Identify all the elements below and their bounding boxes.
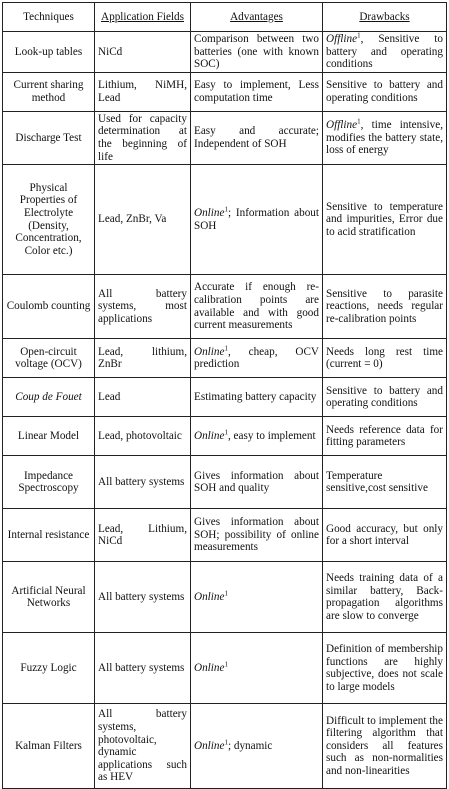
table-row — [3, 165, 447, 275]
table-row — [3, 417, 447, 456]
drawbacks-text: Difficult to implement the filtering algorithm that considers all features such as non-normalities and non-linearities — [326, 714, 443, 778]
table-row — [3, 275, 447, 339]
cell-technique — [3, 562, 95, 633]
cell-application — [95, 378, 191, 417]
table-row — [3, 509, 447, 562]
application-text: Lead — [98, 390, 121, 403]
advantages-footnote-mark: 1 — [224, 660, 228, 669]
drawbacks-text: Good accuracy, but only for a short interval — [326, 522, 443, 548]
advantages-footnote-mark: 1 — [224, 205, 228, 214]
drawbacks-text: Needs reference data for fitting parameters — [326, 423, 443, 449]
advantages-text: Gives information about SOH and quality — [194, 469, 319, 495]
cell-technique — [3, 275, 95, 339]
cell-advantages — [191, 417, 323, 456]
cell-application — [95, 339, 191, 378]
drawbacks-text: Needs training data of a similar battery, Back-propagation algorithms are slow to converge — [326, 571, 443, 622]
table-row — [3, 72, 447, 111]
cell-application — [95, 72, 191, 111]
table-row — [3, 378, 447, 417]
advantages-online-label: Online — [194, 661, 225, 674]
advantages-text: Gives information about SOH; possibility of online measurements — [194, 516, 319, 554]
table-row — [3, 562, 447, 633]
advantages-footnote-mark: 1 — [224, 428, 228, 437]
technique-text: Look-up tables — [14, 45, 83, 58]
technique-text: Physical Properties of Electrolyte (Density, Concentration, Color etc.) — [15, 181, 82, 257]
advantages-online-label: Online — [194, 590, 225, 603]
technique-text: Artificial Neural Networks — [11, 584, 86, 610]
technique-text: Current sharing method — [13, 79, 84, 104]
header-row — [3, 3, 447, 32]
drawbacks-text: , Sensitive to battery and operating conditions — [326, 33, 443, 71]
cell-technique — [3, 704, 95, 789]
drawbacks-text: Sensitive to parasite reactions, needs regular re-calibration points — [326, 287, 443, 325]
advantages-online-label: Online — [194, 345, 225, 358]
cell-advantages — [191, 165, 323, 275]
cell-advantages — [191, 562, 323, 633]
cell-drawbacks — [323, 275, 447, 339]
drawbacks-text: , time intensive, modifies the battery state, loss of energy — [326, 119, 443, 157]
cell-advantages — [191, 633, 323, 704]
technique-text: Coulomb counting — [6, 300, 91, 313]
table-row — [3, 704, 447, 789]
technique-text: Discharge Test — [15, 131, 82, 144]
cell-technique — [3, 456, 95, 509]
cell-advantages — [191, 72, 323, 111]
technique-text: Kalman Filters — [15, 739, 82, 752]
cell-drawbacks — [323, 378, 447, 417]
cell-drawbacks — [323, 339, 447, 378]
cell-application — [95, 633, 191, 704]
cell-drawbacks — [323, 633, 447, 704]
cell-technique — [3, 32, 95, 73]
cell-application — [95, 275, 191, 339]
cell-technique — [3, 165, 95, 275]
soc-techniques-table — [2, 2, 447, 789]
cell-advantages — [191, 509, 323, 562]
cell-drawbacks — [323, 165, 447, 275]
advantages-text: Estimating battery capacity — [194, 390, 317, 403]
technique-text: Internal resistance — [7, 528, 90, 541]
cell-advantages — [191, 704, 323, 789]
advantages-online-label: Online — [194, 429, 225, 442]
cell-technique — [3, 633, 95, 704]
drawbacks-text: Sensitive to battery and operating conditions — [326, 384, 443, 410]
advantages-online-label: Online — [194, 739, 225, 752]
table-row — [3, 339, 447, 378]
cell-drawbacks — [323, 417, 447, 456]
advantages-text: Easy and accurate; Independent of SOH — [194, 125, 319, 150]
application-text: Lead, ZnBr, Va — [98, 213, 167, 226]
header-application-fields: Application Fields — [95, 3, 191, 32]
cell-drawbacks — [323, 32, 447, 73]
drawbacks-text: Sensitive to battery and operating conditions — [326, 79, 443, 104]
cell-advantages — [191, 32, 323, 73]
cell-advantages — [191, 339, 323, 378]
header-techniques: Techniques — [3, 3, 95, 32]
technique-text: Open-circuit voltage (OCV) — [15, 345, 82, 371]
advantages-text: ; dynamic — [227, 739, 273, 752]
drawbacks-text: Temperature sensitive,cost sensitive — [326, 469, 428, 495]
cell-technique — [3, 111, 95, 164]
cell-application — [95, 165, 191, 275]
cell-application — [95, 704, 191, 789]
advantages-text: , easy to implement — [227, 429, 316, 442]
cell-technique — [3, 339, 95, 378]
cell-application — [95, 111, 191, 164]
advantages-text: Comparison between two batteries (one with known SOC) — [194, 33, 319, 71]
table-row — [3, 111, 447, 164]
advantages-online-label: Online — [194, 207, 225, 220]
application-text: Lithium, NiMH, Lead — [98, 79, 187, 104]
application-text: Used for capacity determination at the beginning of life — [98, 112, 187, 163]
cell-technique — [3, 72, 95, 111]
cell-drawbacks — [323, 704, 447, 789]
header-drawbacks: Drawbacks — [323, 3, 447, 32]
drawbacks-text: Definition of membership functions are highly subjective, does not scale to large models — [326, 642, 443, 693]
cell-drawbacks — [323, 562, 447, 633]
application-text: Lead, Lithium, NiCd — [98, 522, 187, 548]
cell-advantages — [191, 111, 323, 164]
technique-text: Fuzzy Logic — [20, 661, 77, 674]
cell-drawbacks — [323, 72, 447, 111]
drawbacks-offline-label: Offline — [326, 33, 358, 45]
cell-technique — [3, 378, 95, 417]
advantages-footnote-mark: 1 — [224, 738, 228, 747]
cell-technique — [3, 509, 95, 562]
cell-advantages — [191, 378, 323, 417]
drawbacks-footnote-mark: 1 — [357, 117, 361, 126]
drawbacks-text: Needs long rest time (current = 0) — [326, 345, 443, 371]
table-container — [2, 2, 446, 784]
advantages-text: ; Information about SOH — [194, 207, 319, 232]
advantages-text: Accurate if enough re-calibration points are available and with good current measurements — [194, 281, 319, 332]
cell-drawbacks — [323, 456, 447, 509]
cell-application — [95, 32, 191, 73]
header-advantages: Advantages — [191, 3, 323, 32]
advantages-footnote-mark: 1 — [224, 589, 228, 598]
table-row — [3, 32, 447, 73]
cell-application — [95, 562, 191, 633]
application-text: Lead, photovoltaic — [98, 429, 182, 442]
application-text: All battery systems — [98, 475, 185, 488]
drawbacks-footnote-mark: 1 — [357, 31, 361, 40]
technique-text: Coup de Fouet — [15, 390, 82, 403]
drawbacks-offline-label: Offline — [326, 119, 358, 132]
advantages-text: , cheap, OCV prediction — [194, 345, 319, 371]
cell-application — [95, 456, 191, 509]
drawbacks-text: Sensitive to temperature and impurities, Error due to acid stratification — [326, 200, 443, 238]
cell-advantages — [191, 275, 323, 339]
table-row — [3, 456, 447, 509]
table-row — [3, 633, 447, 704]
application-text: All battery systems, photovoltaic, dynamic applications such as HEV — [98, 708, 187, 784]
technique-text: Impedance Spectroscopy — [18, 469, 79, 495]
cell-application — [95, 417, 191, 456]
application-text: All battery systems, most applications — [98, 287, 187, 325]
cell-technique — [3, 417, 95, 456]
advantages-text: Easy to implement, Less computation time — [194, 79, 319, 104]
application-text: All battery systems — [98, 590, 185, 603]
cell-drawbacks — [323, 509, 447, 562]
technique-text: Linear Model — [17, 429, 80, 442]
cell-application — [95, 509, 191, 562]
application-text: NiCd — [98, 45, 123, 58]
application-text: All battery systems — [98, 661, 185, 674]
cell-advantages — [191, 456, 323, 509]
application-text: Lead, lithium, ZnBr — [98, 345, 187, 371]
cell-drawbacks — [323, 111, 447, 164]
advantages-footnote-mark: 1 — [224, 343, 228, 352]
